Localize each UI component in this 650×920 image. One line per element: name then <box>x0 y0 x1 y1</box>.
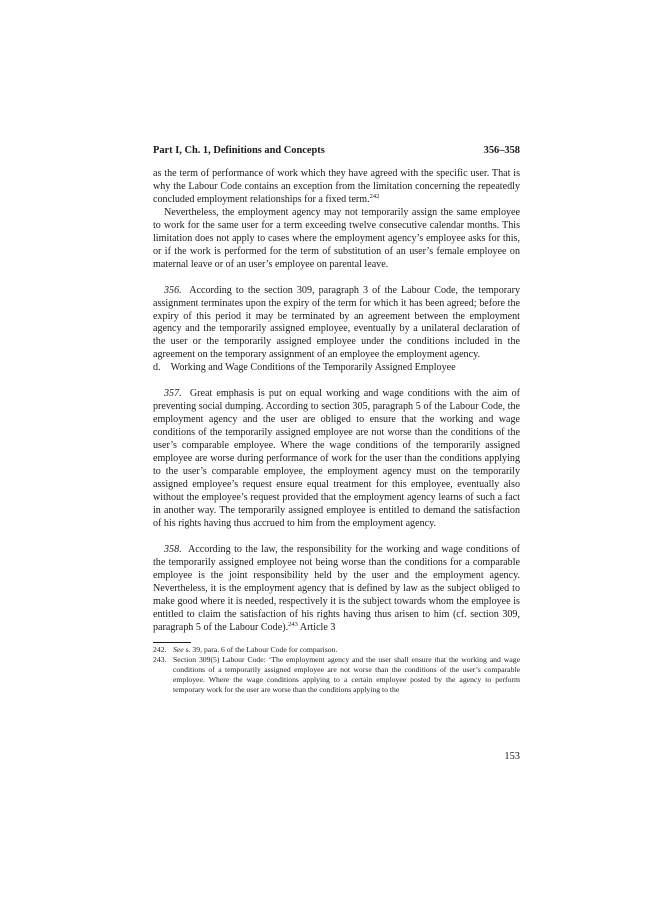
body-text <box>153 168 520 634</box>
page-content <box>153 144 520 695</box>
page-number: 153 <box>504 751 520 762</box>
footnote-ref-242[interactable]: 242 <box>369 192 380 200</box>
footnote-242 <box>153 645 520 655</box>
paragraph-358-text: According to the law, the responsibility for the working and wage conditions of the temporarily assigned employee not being worse than the conditions for a comparable employee is the joint responsibility held by the user and the employment agency. Nevertheless, it is the employment agency that is defined by law as the subject obliged to make good where it is needed, respectively it is the subject towards whom the employee is entitled to claim the satisfaction of his rights having thus arisen to him (cf. section 309, paragraph 5 of the Labour Code). <box>153 543 520 633</box>
section-heading-d: d. Working and Wage Conditions of the Temporarily Assigned Employee <box>153 362 456 374</box>
paragraph-358 <box>153 544 520 635</box>
paragraph-356-number: 356. <box>164 284 182 296</box>
paragraph-356-text: According to the section 309, paragraph 3 of the Labour Code, the temporary assignment terminates upon the expiry of the term for which it has been agreed; before the expiry of this period it may be terminated by an agreement between the employment agency and the temporarily assigned employee, eventually by a unilateral declaration of the user or the temporarily assigned employee under the conditions included in the agreement on the temporary assignment of an employee the employment agency. <box>153 284 520 361</box>
footnote-divider <box>153 642 191 643</box>
footnote-242-number: 242. <box>153 645 167 655</box>
footnotes <box>153 645 520 695</box>
continued-paragraph <box>153 168 520 207</box>
footnote-243 <box>153 655 520 695</box>
footnote-243-text: Section 309(5) Labour Code: ‘The employment agency and the user shall ensure that the working and wage conditions of a temporarily assigned employee are not worse than the conditions of the user’s comparable employee. Where the wage conditions applying to a certain employee posted by the agency to perform temporary work for the user are worse than the conditions applying to the <box>173 655 520 695</box>
paragraph-358-number: 358. <box>164 543 182 555</box>
continued-paragraph-text: as the term of performance of work which they have agreed with the specific user. That is why the Labour Code contains an exception from the limitation concerning the repeatedly concluded employment relationships for a fixed term. <box>153 168 520 205</box>
paragraph-357-number: 357. <box>164 388 182 400</box>
footnote-ref-243[interactable]: 243 <box>288 620 298 628</box>
nevertheless-paragraph: Nevertheless, the employment agency may not temporarily assign the same employee to work for the same user for a term exceeding twelve consecutive calendar months. This limitation does not apply to cases where the employment agency’s employee asks for this, or if the work is performed for the term of substitution of an user’s female employee on maternal leave or of an user’s employee on parental leave. <box>153 206 520 270</box>
running-head <box>153 144 520 158</box>
footnote-242-see: See <box>173 645 184 655</box>
paragraph-358-tail: Article 3 <box>297 621 336 633</box>
footnote-243-number: 243. <box>153 655 167 665</box>
paragraph-356 <box>153 285 520 363</box>
running-head-paragraph-range: 356–358 <box>483 145 520 156</box>
footnote-242-text: s. 39, para. 6 of the Labour Code for comparison. <box>183 645 338 655</box>
running-head-title: Part I, Ch. 1, Definitions and Concepts <box>153 145 325 156</box>
paragraph-357-text: Great emphasis is put on equal working and wage conditions with the aim of preventing social dumping. According to section 305, paragraph 5 of the Labour Code, the employment agency and the user are obliged to ensure that the working and wage conditions of the temporarily assigned employee are not worse than the conditions of the user’s comparable employee. Where the wage conditions of the temporarily assigned employee are worse during performance of work for the user than the conditions applying to the user’s comparable employee, the employment agency must on the temporarily assigned employee’s request ensure equal treatment for this employee, eventually also without the employee’s request provided that the employment agency learns of such a fact in another way. The temporarily assigned employee is entitled to demand the satisfaction of his rights having thus accrued to him from the employment agency. <box>153 388 520 529</box>
paragraph-357 <box>153 388 520 530</box>
